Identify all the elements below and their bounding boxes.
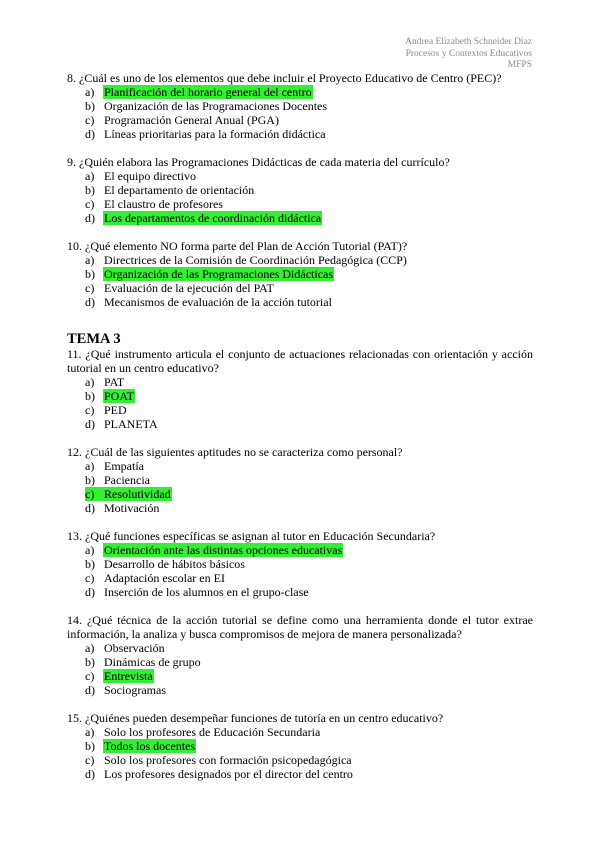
option-text: Empatía [104,459,144,473]
option-c [67,487,533,501]
correct-answer-highlight: Resolutividad [104,487,171,501]
option-list [67,641,533,697]
option-letter: b) [85,473,95,487]
option-text: Líneas prioritarias para la formación didáctica [104,127,326,141]
option-letter: c) [85,197,95,211]
option-letter: c) [85,403,95,417]
option-c [67,281,533,295]
question-9 [67,155,533,225]
option-d [67,501,533,515]
option-letter: c) [85,281,95,295]
option-d [67,211,533,225]
option-a [67,375,533,389]
correct-answer-highlight: Orientación ante las distintas opciones educativas [104,543,343,557]
option-letter: c) [85,113,95,127]
option-letter: a) [85,641,95,655]
option-list [67,375,533,431]
question-15 [67,711,533,781]
option-text: Paciencia [104,473,150,487]
option-b [67,389,533,403]
header-course: MFPS [507,60,532,70]
question-text: 10. ¿Qué elemento NO forma parte del Plan de Acción Tutorial (PAT)? [67,239,408,253]
option-letter: d) [85,767,95,781]
question-8 [67,71,533,141]
option-text: Evaluación de la ejecución del PAT [104,281,274,295]
option-b [67,267,533,281]
option-letter: a) [85,85,95,99]
option-letter: d) [85,683,95,697]
option-letter: a) [85,375,95,389]
option-text: El claustro de profesores [104,197,223,211]
option-text: Motivación [104,501,160,515]
option-list [67,543,533,599]
option-a [67,253,533,267]
option-text: Programación General Anual (PGA) [104,113,279,127]
option-list [67,253,533,309]
option-letter: c) [85,571,95,585]
correct-answer-highlight: Todos los docentes [104,739,196,753]
option-list [67,169,533,225]
question-list [67,71,533,795]
correct-answer-highlight: Organización de las Programaciones Didácticas [104,267,334,281]
question-12 [67,445,533,515]
option-text: Los profesores designados por el director del centro [104,767,353,781]
option-letter: a) [85,253,95,267]
section-heading: TEMA 3 [67,331,121,347]
question-text: 11. ¿Qué instrumento articula el conjunto de actuaciones relacionadas con orientación y acción tutorial en un centro educativo? [67,347,533,375]
option-a [67,543,533,557]
correct-answer-highlight: POAT [104,389,135,403]
option-text: Solo los profesores con formación psicopedagógica [104,753,352,767]
option-letter: b) [85,99,95,113]
option-letter: a) [85,459,95,473]
option-b [67,557,533,571]
option-text: Adaptación escolar en EI [104,571,225,585]
option-letter: b) [85,557,95,571]
option-d [67,767,533,781]
option-b [67,739,533,753]
option-b [67,183,533,197]
option-letter: b) [85,389,95,403]
option-c [67,403,533,417]
option-list [67,459,533,515]
option-letter: b) [85,655,95,669]
option-text: Dinámicas de grupo [104,655,201,669]
option-letter: c) [85,753,95,767]
option-letter: a) [85,725,95,739]
option-letter: b) [85,183,95,197]
option-a [67,459,533,473]
option-d [67,295,533,309]
option-letter: a) [85,543,95,557]
option-letter: a) [85,169,95,183]
option-letter: d) [85,295,95,309]
correct-answer-highlight: Entrevista [104,669,153,683]
option-a [67,641,533,655]
option-text: Inserción de los alumnos en el grupo-clase [104,585,309,599]
option-letter: d) [85,127,95,141]
option-c [67,113,533,127]
header-subject: Procesos y Contextos Educativos [405,48,532,59]
option-c [67,753,533,767]
question-14 [67,613,533,697]
question-11 [67,347,533,431]
option-letter: b) [85,267,95,281]
question-text: 9. ¿Quién elabora las Programaciones Didácticas de cada materia del currículo? [67,155,450,169]
option-letter: b) [85,739,95,753]
option-d [67,417,533,431]
option-text: PAT [104,375,125,389]
option-letter: d) [85,417,95,431]
option-text: Organización de las Programaciones Docentes [104,99,328,113]
option-text: Solo los profesores de Educación Secundaria [104,725,321,739]
question-text: 12. ¿Cuál de las siguientes aptitudes no se caracteriza como personal? [67,445,403,459]
option-letter: d) [85,585,95,599]
option-b [67,473,533,487]
question-text: 8. ¿Cuál es uno de los elementos que debe incluir el Proyecto Educativo de Centro (PEC)? [67,71,502,85]
option-c [67,197,533,211]
option-d [67,683,533,697]
question-13 [67,529,533,599]
option-letter: d) [85,501,95,515]
option-text: Desarrollo de hábitos básicos [104,557,245,571]
option-text: El equipo directivo [104,169,196,183]
option-text: PLANETA [104,417,158,431]
correct-answer-highlight: Planificación del horario general del centro [104,85,312,99]
question-10 [67,239,533,309]
option-c [67,669,533,683]
option-text: Sociogramas [104,683,166,697]
option-a [67,725,533,739]
option-b [67,99,533,113]
option-list [67,725,533,781]
page-header [405,37,532,72]
option-c [67,571,533,585]
question-text: 15. ¿Quiénes pueden desempeñar funciones de tutoría en un centro educativo? [67,711,444,725]
option-text: Mecanismos de evaluación de la acción tutorial [104,295,332,309]
option-text: PED [104,403,127,417]
option-d [67,127,533,141]
option-a [67,169,533,183]
option-text: Directrices de la Comisión de Coordinación Pedagógica (CCP) [104,253,407,267]
option-text: El departamento de orientación [104,183,255,197]
option-letter: d) [85,211,95,225]
option-letter: c) [85,487,103,501]
option-text: Observación [104,641,165,655]
correct-answer-highlight: Los departamentos de coordinación didáctica [104,211,322,225]
header-author: Andrea Elizabeth Schneider Díaz [405,37,532,47]
option-b [67,655,533,669]
question-text: 14. ¿Qué técnica de la acción tutorial se define como una herramienta donde el tutor extrae información, la analiza y busca compromisos de mejora de manera personalizada? [67,613,533,641]
option-a [67,85,533,99]
option-letter: c) [85,669,95,683]
question-text: 13. ¿Qué funciones específicas se asignan al tutor en Educación Secundaria? [67,529,436,543]
option-d [67,585,533,599]
option-list [67,85,533,141]
